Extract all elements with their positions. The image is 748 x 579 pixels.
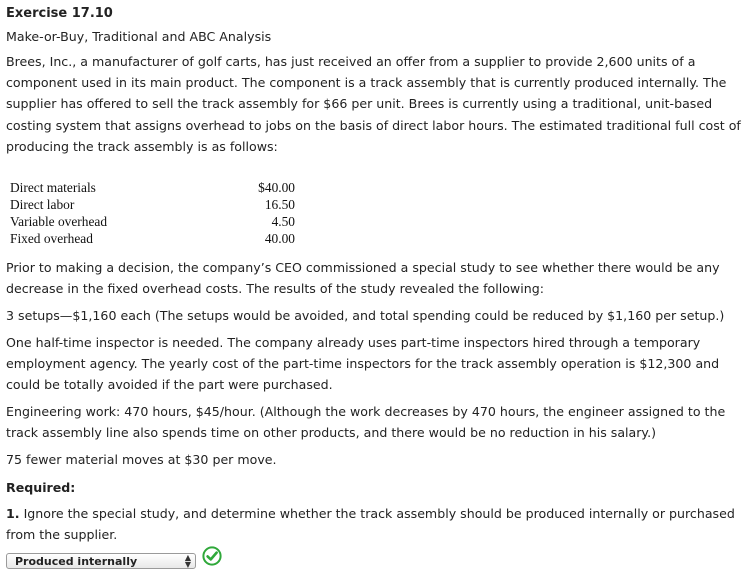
- cost-value: 40.00: [264, 231, 295, 246]
- material-moves-paragraph: 75 fewer material moves at $30 per move.: [6, 452, 277, 467]
- study-intro-paragraph: Prior to making a decision, the company’s CEO commissioned a special study to see whether there would be any decrease in the fixed overhead costs. The results of the study revealed the following:: [6, 260, 720, 297]
- exercise-subtitle: Make-or-Buy, Traditional and ABC Analysis: [6, 29, 272, 44]
- cost-table-row: [10, 213, 295, 230]
- setups-paragraph: 3 setups—$1,160 each (The setups would be avoided, and total spending could be reduced by $1,160 per setup.): [6, 308, 725, 323]
- answer-select-value: Produced internally: [15, 554, 138, 568]
- intro-paragraph: Brees, Inc., a manufacturer of golf carts, has just received an offer from a supplier to provide 2,600 units of a component used in its main product. The component is a track assembly that is currently produced internally. The supplier has offered to sell the track assembly for $66 per unit. Brees is currently using a traditional, unit-based costing system that assigns overhead to jobs on the basis of direct labor hours. The estimated traditional full cost of producing the track assembly is as follows:: [6, 54, 741, 154]
- cost-table: [10, 179, 295, 247]
- cost-table-row: [10, 196, 295, 213]
- question-1: [6, 503, 746, 545]
- required-heading: Required:: [6, 480, 76, 495]
- question-1-number: 1.: [6, 506, 20, 521]
- cost-table-row: [10, 230, 295, 247]
- cost-label: Direct labor: [10, 197, 75, 212]
- question-1-text: Ignore the special study, and determine whether the track assembly should be produced internally or purchased from the supplier.: [6, 506, 735, 543]
- cost-label: Fixed overhead: [10, 231, 93, 246]
- cost-value: 16.50: [264, 197, 295, 212]
- cost-table-row: [10, 179, 295, 196]
- check-circle-icon: [202, 546, 222, 566]
- engineering-paragraph: Engineering work: 470 hours, $45/hour. (Although the work decreases by 470 hours, the engineer assigned to the track assembly line also spends time on other products, and there would be no reduction in his salary.): [6, 404, 726, 441]
- inspector-paragraph: One half-time inspector is needed. The company already uses part-time inspectors hired through a temporary employment agency. The yearly cost of the part-time inspectors for the track assembly operation is $12,300 and could be totally avoided if the part were purchased.: [6, 335, 720, 393]
- select-arrows-icon: ▲ ▼: [184, 553, 192, 569]
- cost-value: $40.00: [258, 180, 295, 195]
- cost-label: Variable overhead: [10, 214, 108, 229]
- answer-select[interactable]: [6, 553, 196, 569]
- exercise-title: Exercise 17.10: [6, 6, 113, 21]
- cost-value: 4.50: [271, 214, 295, 229]
- cost-label: Direct materials: [10, 180, 96, 195]
